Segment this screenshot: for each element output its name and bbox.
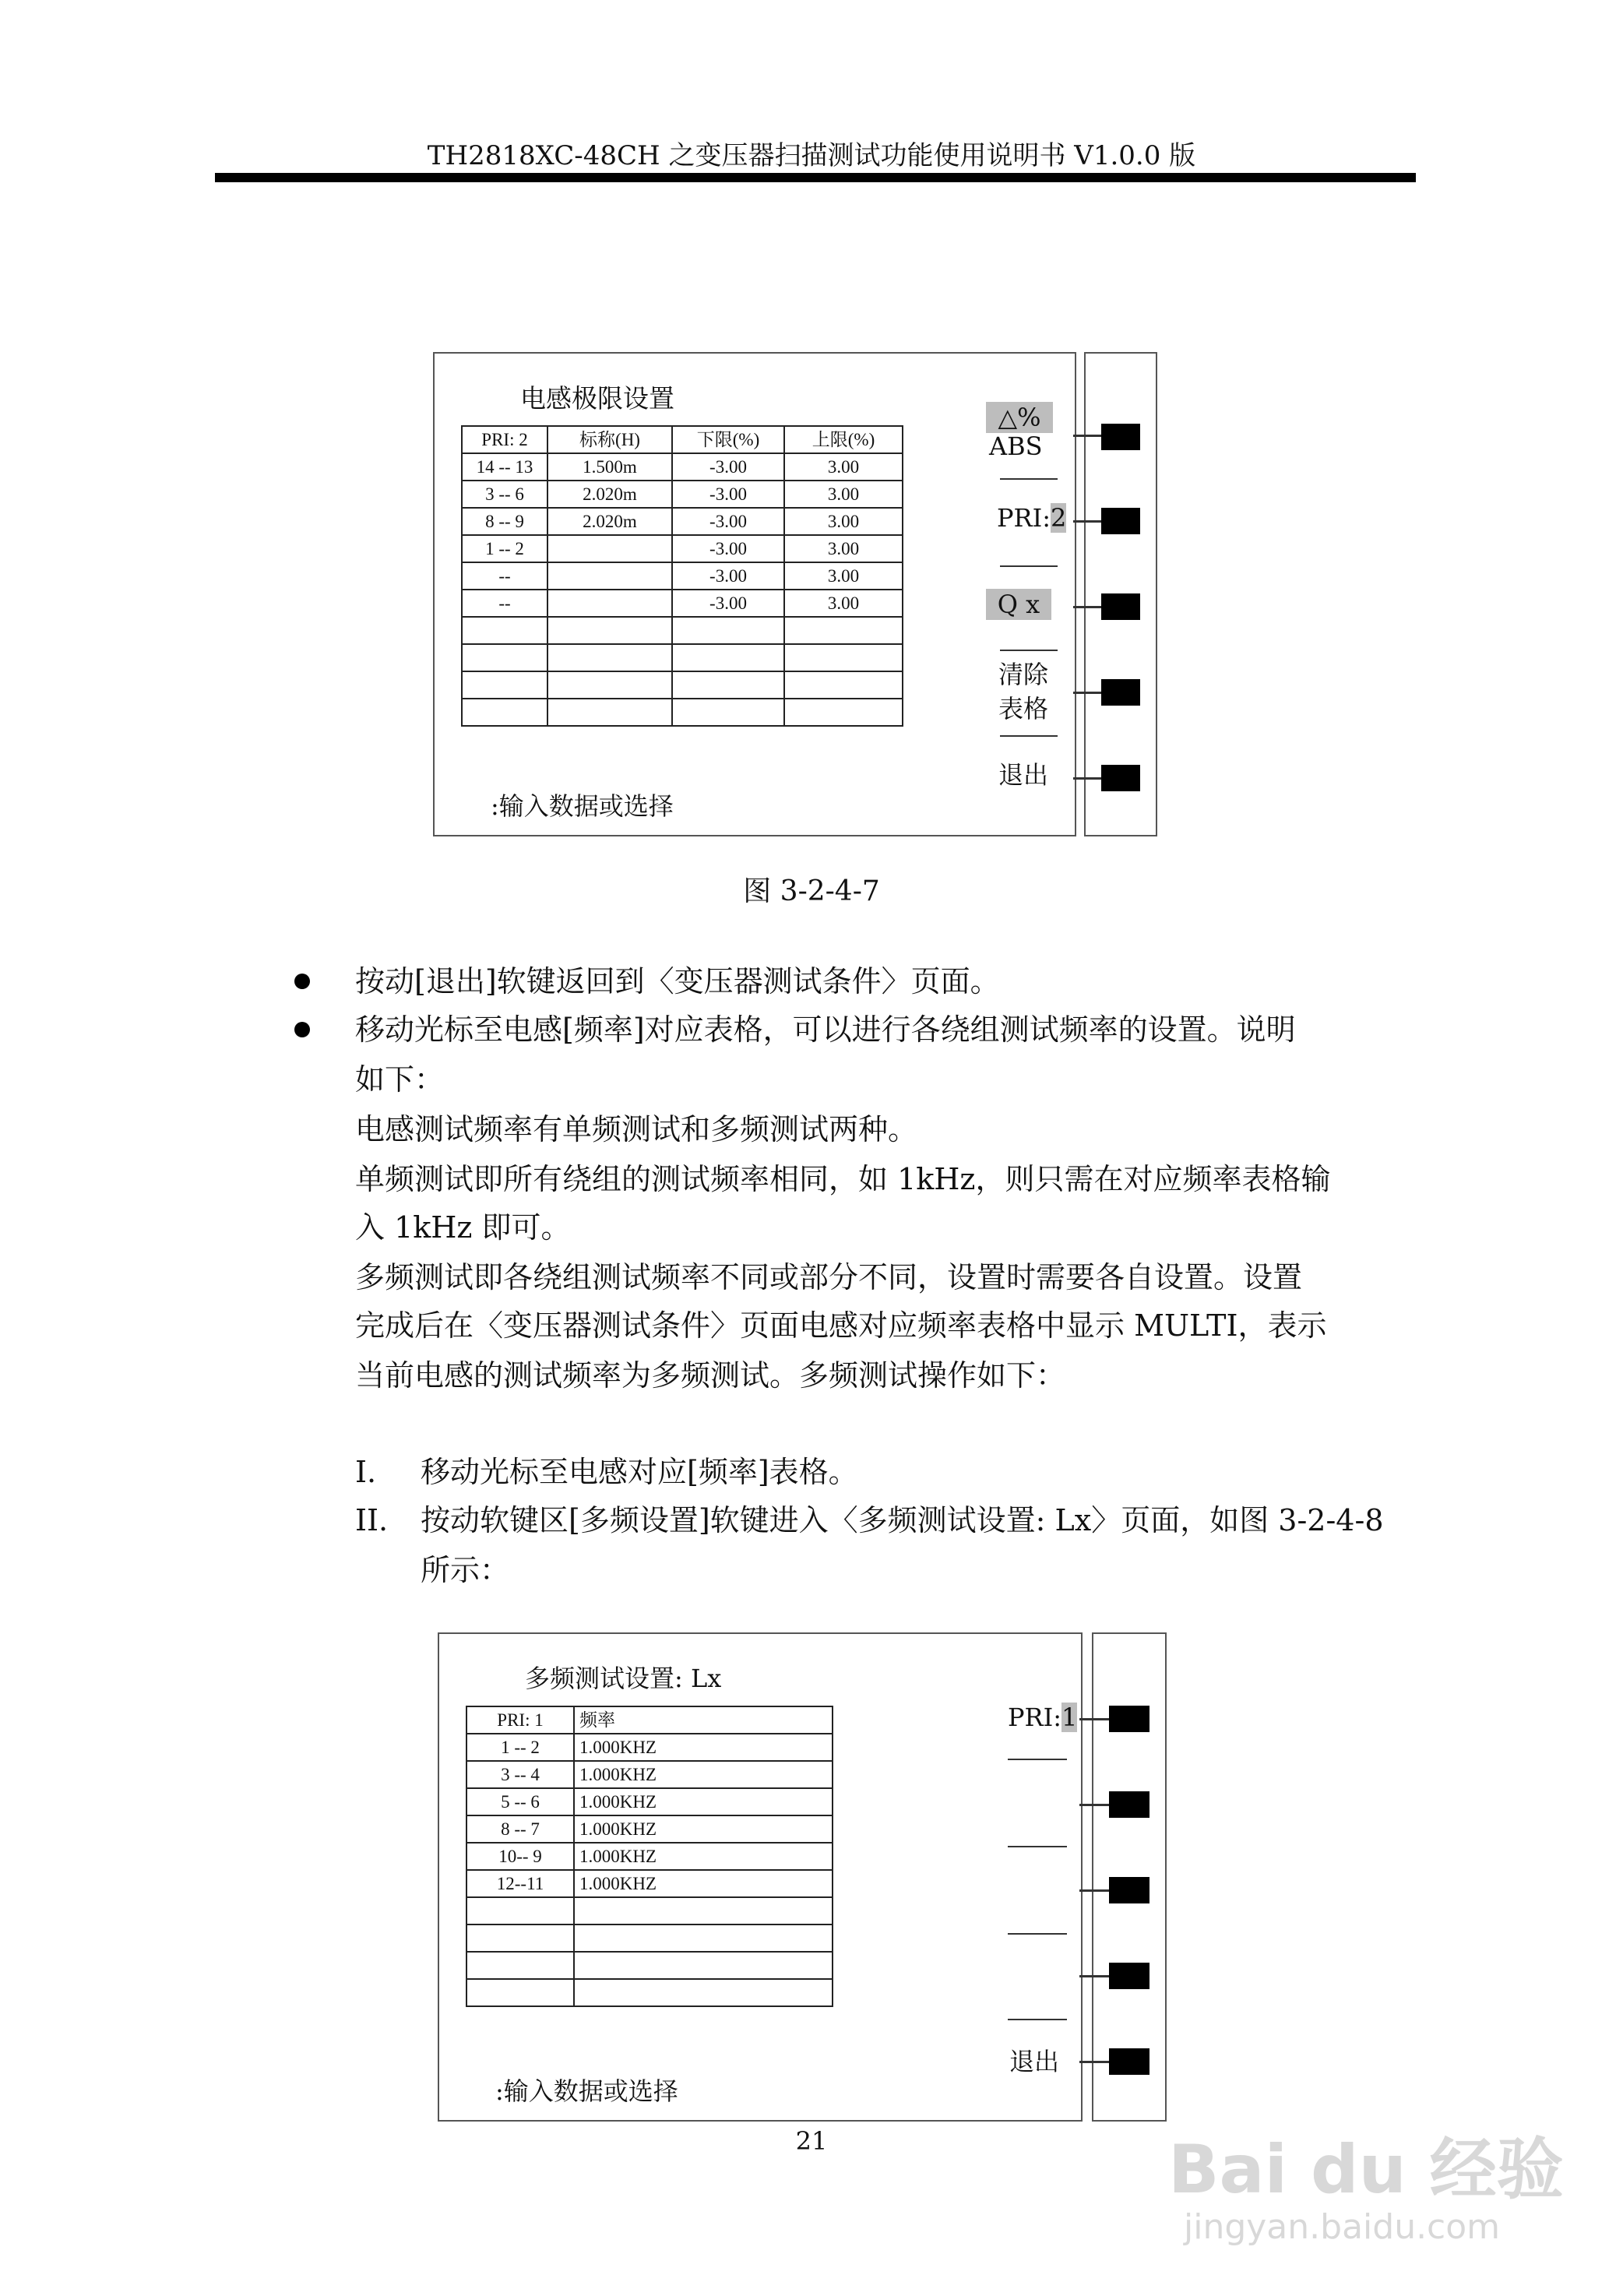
table-cell[interactable] [547, 562, 672, 590]
table-row [466, 1897, 833, 1924]
softkey-connector [1079, 2061, 1111, 2063]
table-cell[interactable] [672, 617, 784, 644]
table-cell[interactable]: 1.000KHZ [574, 1761, 833, 1788]
table-row [462, 453, 903, 481]
figure2-screen-title: 多频测试设置: Lx [525, 1664, 722, 1693]
table-cell[interactable] [547, 590, 672, 617]
step2-number: II. [355, 1503, 389, 1537]
table-cell[interactable]: -3.00 [672, 453, 784, 481]
paragraph3-line2: 完成后在〈变压器测试条件〉页面电感对应频率表格中显示 MULTI，表示 [355, 1308, 1327, 1343]
table-cell[interactable] [547, 535, 672, 562]
softkey-separator [1008, 1846, 1067, 1847]
softkey-2-button[interactable] [1101, 508, 1140, 534]
table-row [466, 1952, 833, 1979]
table-row [462, 617, 903, 644]
softkey-connector [1079, 1718, 1111, 1720]
table-cell[interactable]: -3.00 [672, 535, 784, 562]
pri-softkey[interactable] [997, 503, 1066, 533]
table-row [466, 1734, 833, 1761]
table-cell[interactable]: 3 -- 6 [462, 481, 547, 508]
table-header-cell: PRI: 2 [462, 426, 547, 453]
softkey-separator [1008, 2019, 1067, 2020]
table-cell[interactable]: 1.000KHZ [574, 1734, 833, 1761]
softkey-2-button[interactable] [1109, 1791, 1149, 1818]
table-cell[interactable]: -3.00 [672, 508, 784, 535]
table-cell[interactable] [466, 1897, 574, 1924]
table-cell[interactable]: 8 -- 7 [466, 1815, 574, 1843]
table-cell[interactable]: 3.00 [784, 453, 903, 481]
table-cell[interactable]: 1.000KHZ [574, 1815, 833, 1843]
table-cell[interactable] [462, 671, 547, 699]
table-row [462, 699, 903, 726]
table-cell[interactable]: 5 -- 6 [466, 1788, 574, 1815]
pri-softkey-value: 1 [1061, 1703, 1078, 1732]
paragraph2-line1: 单频测试即所有绕组的测试频率相同，如 1kHz，则只需在对应频率表格输 [355, 1162, 1331, 1196]
header-rule [215, 173, 1416, 182]
table-cell[interactable]: 1.500m [547, 453, 672, 481]
softkey-separator [1008, 1933, 1067, 1935]
table-cell[interactable] [574, 1979, 833, 2006]
table-cell[interactable] [547, 671, 672, 699]
table-header-cell: 频率 [574, 1706, 833, 1734]
table-cell[interactable] [462, 644, 547, 671]
softkey-connector [1073, 520, 1103, 523]
table-cell[interactable]: 1.000KHZ [574, 1870, 833, 1897]
exit-softkey[interactable]: 退出 [1009, 2047, 1060, 2076]
figure1-limit-table [461, 425, 903, 727]
figure2-frequency-table [466, 1706, 833, 2007]
table-row [462, 535, 903, 562]
table-row [466, 1843, 833, 1870]
table-row [466, 1979, 833, 2006]
table-cell[interactable] [784, 644, 903, 671]
table-cell[interactable]: 1 -- 2 [462, 535, 547, 562]
paragraph2-line2: 入 1kHz 即可。 [355, 1210, 571, 1245]
exit-softkey[interactable]: 退出 [998, 760, 1049, 790]
table-cell[interactable] [574, 1952, 833, 1979]
table-cell[interactable] [466, 1979, 574, 2006]
table-cell[interactable] [462, 617, 547, 644]
table-cell[interactable]: -3.00 [672, 562, 784, 590]
document-header: TH2818XC-48CH 之变压器扫描测试功能使用说明书 V1.0.0 版 [427, 140, 1196, 171]
softkey-separator [1000, 478, 1058, 480]
table-row [462, 508, 903, 535]
pri-softkey-label: PRI: [1008, 1703, 1062, 1732]
step2-line2: 所示： [421, 1553, 510, 1587]
softkey-5-button[interactable] [1109, 2048, 1149, 2075]
clear-table-softkey[interactable] [998, 657, 1048, 726]
bullet1-text: 按动[退出]软键返回到〈变压器测试条件〉页面。 [355, 964, 1000, 998]
table-header-cell: 下限(%) [672, 426, 784, 453]
clear-table-line1: 清除 [998, 660, 1049, 689]
table-cell[interactable]: 3.00 [784, 562, 903, 590]
bullet2-line2: 如下： [355, 1062, 445, 1097]
paragraph3-line1: 多频测试即各绕组测试频率不同或部分不同，设置时需要各自设置。设置 [355, 1260, 1303, 1294]
softkey-1-button[interactable] [1109, 1706, 1149, 1732]
table-cell[interactable] [672, 671, 784, 699]
figure1-caption: 图 3-2-4-7 [743, 875, 880, 907]
table-cell[interactable] [672, 644, 784, 671]
softkey-5-button[interactable] [1101, 765, 1140, 791]
paragraph3-line3: 当前电感的测试频率为多频测试。多频测试操作如下： [355, 1358, 1066, 1393]
pri-softkey[interactable] [1008, 1703, 1077, 1732]
softkey-separator [1008, 1759, 1067, 1760]
step2-line1: 按动软键区[多频设置]软键进入〈多频测试设置: Lx〉页面，如图 3-2-4-8 [421, 1503, 1384, 1537]
softkey-1-button[interactable] [1101, 424, 1140, 450]
softkey-connector [1073, 692, 1103, 694]
table-cell[interactable]: -- [462, 590, 547, 617]
qx-softkey[interactable]: Q x [986, 589, 1051, 620]
softkey-4-button[interactable] [1101, 679, 1140, 706]
softkey-connector [1079, 1975, 1111, 1977]
clear-table-line2: 表格 [998, 694, 1049, 724]
table-cell[interactable]: -3.00 [672, 481, 784, 508]
watermark-logo: Bai du 经验 [1168, 2131, 1564, 2209]
table-cell[interactable]: 12--11 [466, 1870, 574, 1897]
table-cell[interactable]: 14 -- 13 [462, 453, 547, 481]
pri-softkey-label: PRI: [997, 503, 1051, 533]
table-cell[interactable] [466, 1924, 574, 1952]
table-cell[interactable] [574, 1924, 833, 1952]
softkey-connector [1073, 606, 1103, 608]
table-cell[interactable]: 3.00 [784, 590, 903, 617]
table-row [462, 562, 903, 590]
table-cell[interactable] [547, 617, 672, 644]
table-cell[interactable]: 8 -- 9 [462, 508, 547, 535]
bullet2-line1: 移动光标至电感[频率]对应表格，可以进行各绕组测试频率的设置。说明 [355, 1012, 1296, 1047]
table-cell[interactable]: 1.000KHZ [574, 1843, 833, 1870]
table-cell[interactable]: 3.00 [784, 535, 903, 562]
table-header-row [466, 1706, 833, 1734]
pri-softkey-value: 2 [1051, 503, 1067, 533]
paragraph1: 电感测试频率有单频测试和多频测试两种。 [355, 1112, 918, 1146]
table-cell[interactable]: 3.00 [784, 481, 903, 508]
softkey-separator [1000, 735, 1058, 737]
step1-number: I. [355, 1455, 377, 1489]
table-cell[interactable]: 1 -- 2 [466, 1734, 574, 1761]
softkey-connector [1073, 435, 1103, 437]
table-cell[interactable] [462, 699, 547, 726]
table-row [462, 671, 903, 699]
figure2-input-prompt: :输入数据或选择 [495, 2076, 678, 2106]
table-header-cell: 上限(%) [784, 426, 903, 453]
bullet-icon [294, 1022, 310, 1037]
table-row [466, 1761, 833, 1788]
table-row [466, 1924, 833, 1952]
softkey-4-button[interactable] [1109, 1963, 1149, 1989]
softkey-connector [1079, 1804, 1111, 1806]
table-cell[interactable]: 1.000KHZ [574, 1788, 833, 1815]
table-cell[interactable]: 3 -- 4 [466, 1761, 574, 1788]
table-cell[interactable] [547, 644, 672, 671]
table-cell[interactable]: 3.00 [784, 508, 903, 535]
table-header-cell: PRI: 1 [466, 1706, 574, 1734]
table-header-row [462, 426, 903, 453]
table-row [462, 481, 903, 508]
table-cell[interactable] [466, 1952, 574, 1979]
softkey-separator [1000, 565, 1058, 567]
table-row [462, 644, 903, 671]
table-cell[interactable] [672, 699, 784, 726]
table-cell[interactable]: -- [462, 562, 547, 590]
abs-softkey[interactable]: ABS [989, 431, 1043, 461]
figure1-screen-title: 电感极限设置 [520, 383, 674, 414]
table-row [466, 1870, 833, 1897]
table-cell[interactable] [784, 699, 903, 726]
delta-percent-softkey[interactable]: △% [986, 402, 1053, 433]
table-header-cell: 标称(H) [547, 426, 672, 453]
table-cell[interactable]: 2.020m [547, 508, 672, 535]
softkey-connector [1079, 1889, 1111, 1892]
table-cell[interactable]: 2.020m [547, 481, 672, 508]
softkey-3-button[interactable] [1101, 593, 1140, 620]
bullet-icon [294, 974, 310, 989]
table-cell[interactable] [547, 699, 672, 726]
table-row [466, 1788, 833, 1815]
page-number: 21 [795, 2126, 828, 2156]
figure1-input-prompt: :输入数据或选择 [491, 791, 674, 821]
table-cell[interactable] [784, 617, 903, 644]
table-cell[interactable]: -3.00 [672, 590, 784, 617]
softkey-separator [1000, 650, 1058, 651]
watermark-url: jingyan.baidu.com [1184, 2207, 1501, 2247]
table-row [466, 1815, 833, 1843]
table-row [462, 590, 903, 617]
softkey-connector [1073, 777, 1103, 780]
table-cell[interactable]: 10-- 9 [466, 1843, 574, 1870]
step1-text: 移动光标至电感对应[频率]表格。 [421, 1455, 858, 1489]
softkey-3-button[interactable] [1109, 1877, 1149, 1903]
table-cell[interactable] [784, 671, 903, 699]
table-cell[interactable] [574, 1897, 833, 1924]
